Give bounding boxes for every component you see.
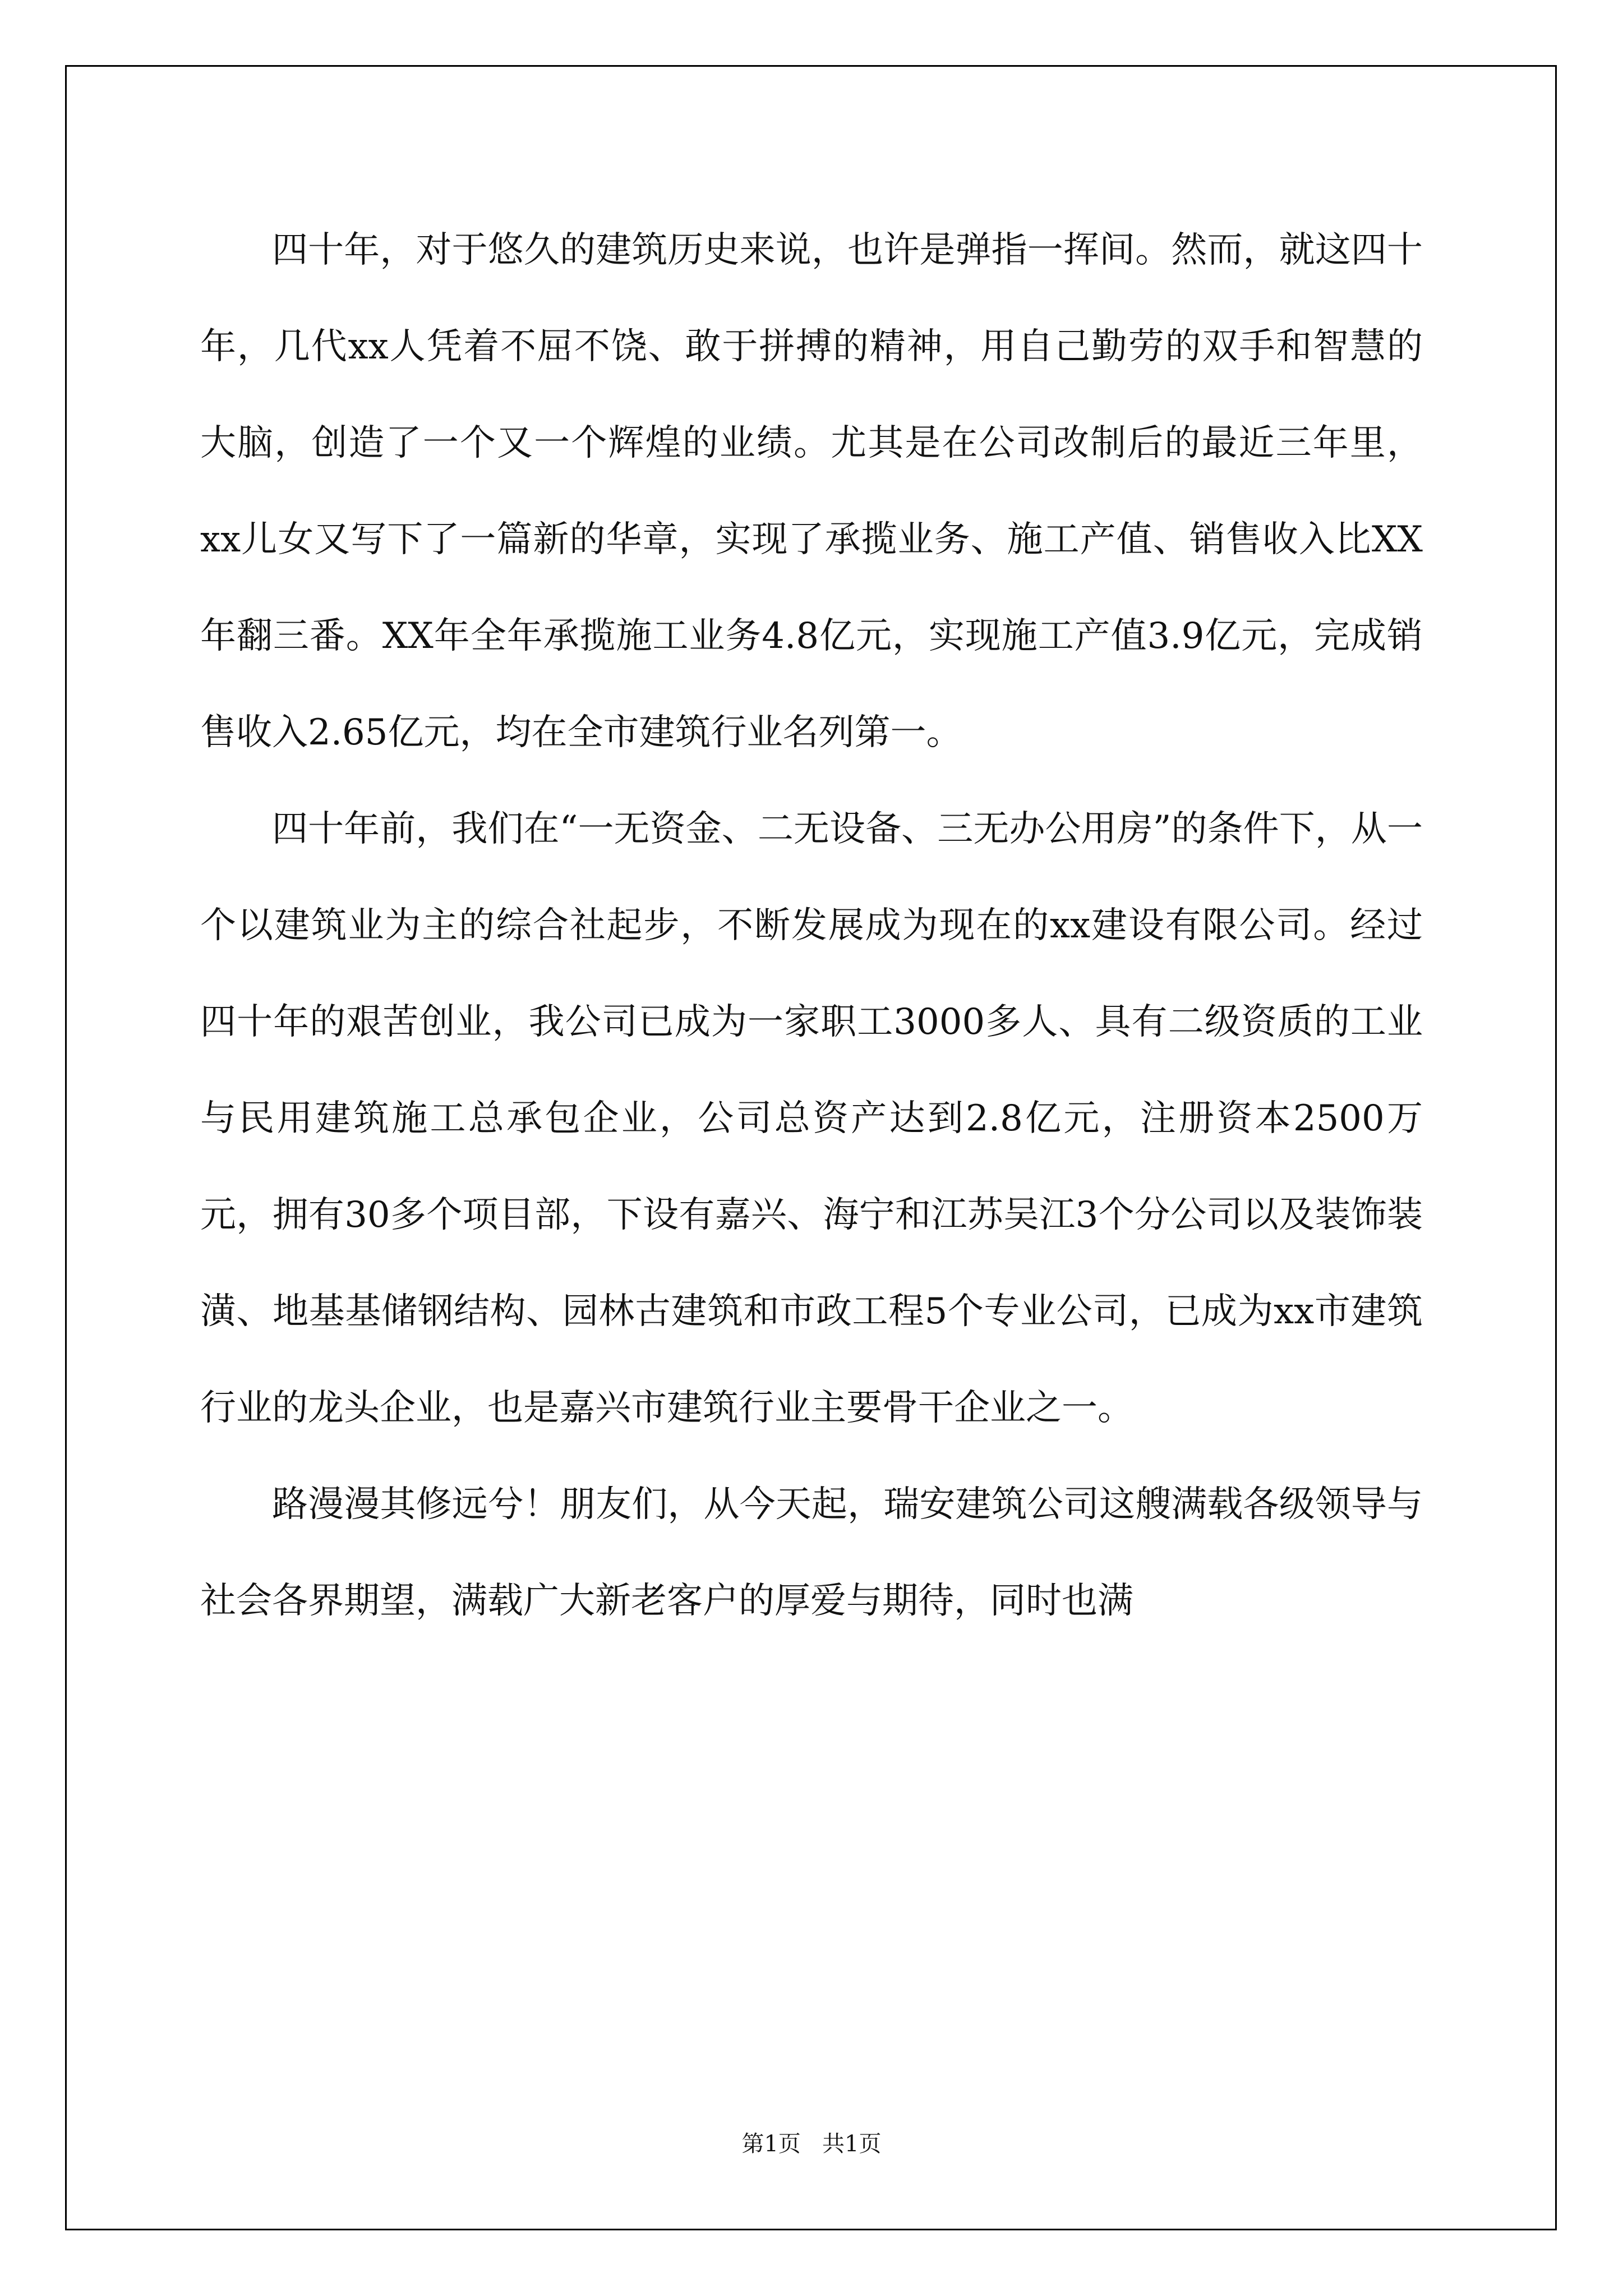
document-body <box>200 202 1423 1649</box>
paragraph-2: 四十年前，我们在“一无资金、二无设备、三无办公用房”的条件下，从一个以建筑业为主的综合社起步，不断发展成为现在的xx建设有限公司。经过四十年的艰苦创业，我公司已成为一家职工3000多人、具有二级资质的工业与民用建筑施工总承包企业，公司总资产达到2.8亿元，注册资本2500万元，拥有30多个项目部，下设有嘉兴、海宁和江苏吴江3个分公司以及装饰装潢、地基基储钢结构、园林古建筑和市政工程5个专业公司，已成为xx市建筑行业的龙头企业，也是嘉兴市建筑行业主要骨干企业之一。 <box>200 808 1423 1429</box>
page-footer: 第1页 共1页 <box>741 2131 882 2157</box>
paragraph-1: 四十年，对于悠久的建筑历史来说，也许是弹指一挥间。然而，就这四十年，几代xx人凭着不屈不饶、敢于拼搏的精神，用自己勤劳的双手和智慧的大脑，创造了一个又一个辉煌的业绩。尤其是在公司改制后的最近三年里，xx儿女又写下了一篇新的华章，实现了承揽业务、施工产值、销售收入比XX年翻三番。XX年全年承揽施工业务4.8亿元，实现施工产值3.9亿元，完成销售收入2.65亿元，均在全市建筑行业名列第一。 <box>200 229 1423 753</box>
paragraph-3: 路漫漫其修远兮！朋友们，从今天起，瑞安建筑公司这艘满载各级领导与社会各界期望，满载广大新老客户的厚爱与期待，同时也满 <box>200 1484 1423 1622</box>
